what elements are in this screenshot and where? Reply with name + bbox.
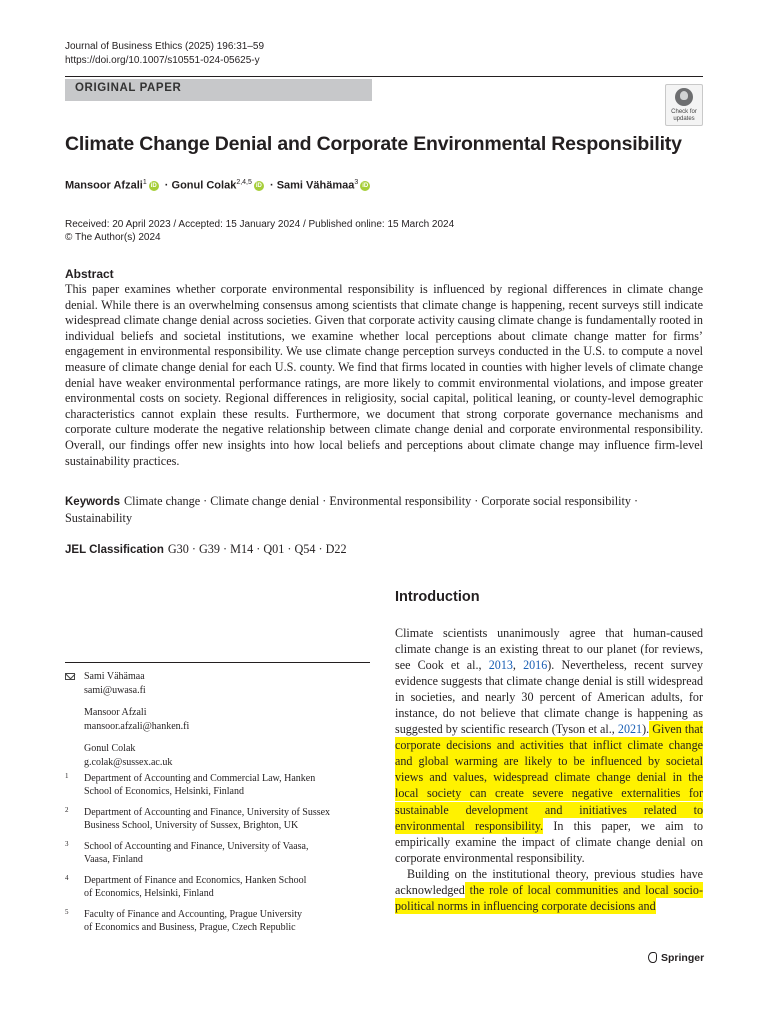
orcid-icon[interactable]: iD (255, 182, 262, 189)
contact-email[interactable]: mansoor.afzali@hanken.fi (84, 721, 190, 732)
affiliation-item (65, 908, 375, 934)
contact-name: Sami Vähämaa (84, 671, 145, 682)
affiliation-line: Vaasa, Finland (84, 854, 143, 865)
intro-text: In this paper, we aim to empirically examine the impact of climate change denial on corporate environmental responsibility. (395, 818, 703, 865)
header-rule (65, 76, 703, 77)
publisher-name: Springer (661, 952, 705, 964)
author-affil-sup: 2,4,5 (236, 179, 252, 186)
author-separator: · (164, 179, 169, 192)
journal-info (65, 40, 264, 68)
intro-text: ). (642, 722, 650, 737)
affiliation-line: of Economics, Helsinki, Finland (84, 888, 214, 899)
copyright-line: © The Author(s) 2024 (65, 232, 161, 243)
publisher-logo (648, 952, 704, 964)
author-affil-sup: 1 (142, 179, 147, 186)
doi-link[interactable]: https://doi.org/10.1007/s10551-024-05625-y (65, 55, 260, 66)
jel-classification (65, 542, 347, 557)
author-list (65, 179, 373, 192)
affiliation-line: Department of Finance and Economics, Hanken School (84, 875, 307, 886)
introduction-heading: Introduction (395, 589, 480, 605)
author-name[interactable]: Mansoor Afzali (65, 179, 143, 192)
affiliation-line: School of Accounting and Finance, University of Vaasa, (84, 841, 309, 852)
check-updates-line2: updates (673, 116, 695, 122)
author-affil-sup: 3 (354, 179, 359, 186)
abstract-text: This paper examines whether corporate environmental responsibility is influenced by regional differences in climate change denial. While there is an overwhelming consensus among scientists that climate change is happening, recent surveys still indicate widespread climate change denial across societies. Given that corporate activity causing climate change is fundamentally rooted in individual beliefs and societal institutions, we examine whether local perceptions about climate change matter for firms’ engagement in environmental responsibility. We use climate change perception surveys conducted in the U.S. to compute a novel measure of climate change denial for each U.S. county. We find that firms located in counties with higher levels of climate change denial have weaker environmental performance ratings, are more likely to commit environmental violations, and impose greater environmental costs on society. Regional differences in religiosity, social capital, political leaning, or county-level demographic characteristics cannot explain these results. Furthermore, we document that strong corporate governance mechanisms and corporate culture moderate the negative relationship between climate change denial and corporate environmental responsibility. Overall, our findings offer new insights into how local beliefs and perceptions about climate change may influence firm-level sustainability practices. (65, 282, 703, 468)
jel-label: JEL Classification (65, 544, 164, 556)
corresponding-contacts (65, 670, 375, 778)
affiliation-number: 2 (65, 806, 69, 814)
orcid-icon[interactable]: iD (362, 182, 369, 189)
intro-text: ). Nevertheless, recent survey evidence suggests that climate change denial is still widespread in societies, and nearly 30 percent of American adults, for instance, do not believe that climate change is happening as suggested by scientific research (Tyson et al., (395, 658, 704, 737)
affiliation-line: of Economics and Business, Prague, Czech Republic (84, 922, 296, 933)
envelope-icon (65, 673, 75, 680)
highlighted-text[interactable]: the role of local communities and local socio-political norms in influencing corporate decisions and (395, 882, 703, 913)
date-history: Received: 20 April 2023 / Accepted: 15 January 2024 / Published online: 15 March 2024 (65, 219, 455, 230)
springer-horse-icon (648, 952, 657, 963)
publication-dates (65, 218, 454, 244)
contact-name: Mansoor Afzali (84, 707, 147, 718)
affiliation-item (65, 772, 375, 798)
affiliation-line: Business School, University of Sussex, Brighton, UK (84, 820, 299, 831)
article-type-badge (65, 79, 372, 101)
check-updates-icon (675, 88, 693, 106)
paper-title: Climate Change Denial and Corporate Environmental Responsibility (65, 133, 682, 155)
author-name[interactable]: Sami Vähämaa (276, 179, 355, 192)
intro-text: , (512, 658, 524, 673)
affiliation-line: Department of Accounting and Commercial Law, Hanken (84, 773, 316, 784)
author-separator: · (269, 179, 274, 192)
citation-link[interactable]: 2016 (523, 658, 548, 673)
affiliation-line: Faculty of Finance and Accounting, Prague University (84, 909, 303, 920)
abstract-heading: Abstract (65, 267, 114, 281)
journal-citation: Journal of Business Ethics (2025) 196:31–59 (65, 41, 265, 52)
affiliations (65, 772, 375, 942)
keywords-list: Climate change · Climate change denial · Environmental responsibility · Corporate social responsibility · Sustainability (65, 494, 639, 525)
check-for-updates-button[interactable] (665, 84, 703, 126)
contact-entry (65, 670, 375, 698)
affiliation-line: Department of Accounting and Finance, University of Sussex (84, 807, 331, 818)
affiliation-line: School of Economics, Helsinki, Finland (84, 786, 244, 797)
introduction-body (395, 625, 703, 914)
affiliation-number: 5 (65, 908, 69, 916)
author-name[interactable]: Gonul Colak (171, 179, 237, 192)
citation-link[interactable]: 2021 (617, 722, 643, 737)
keywords (65, 493, 703, 526)
contact-email[interactable]: g.colak@sussex.ac.uk (84, 757, 173, 768)
contact-name: Gonul Colak (84, 743, 136, 754)
affiliation-item (65, 874, 375, 900)
orcid-icon[interactable]: iD (150, 182, 157, 189)
affiliation-item (65, 840, 375, 866)
intro-paragraph-1 (395, 625, 703, 866)
contact-email[interactable]: sami@uwasa.fi (84, 685, 146, 696)
check-updates-line1: Check for (671, 109, 697, 115)
affiliation-number: 4 (65, 874, 69, 882)
keywords-label: Keywords (65, 496, 120, 508)
affiliation-number: 1 (65, 772, 69, 780)
affiliation-item (65, 806, 375, 832)
jel-codes: G30 · G39 · M14 · Q01 · Q54 · D22 (167, 542, 347, 556)
highlighted-text[interactable]: Given that corporate decisions and activities that inflict climate change and global warming are likely to be influenced by societal views and values, widespread climate change denial in the local society can create severe negative externalities for sustainable development and initiatives related to environmental responsibility. (395, 722, 703, 833)
contact-entry (65, 742, 375, 770)
citation-link[interactable]: 2013 (488, 658, 513, 673)
contact-entry (65, 706, 375, 734)
affiliation-number: 3 (65, 840, 69, 848)
intro-text: Building on the institutional theory, previous studies have acknowledged (395, 866, 703, 897)
article-type-label: ORIGINAL PAPER (75, 82, 182, 94)
footnote-rule (65, 662, 370, 663)
intro-paragraph-2 (395, 866, 703, 914)
intro-text: Climate scientists unanimously agree that human-caused climate change is an existing threat to our planet (for reviews, see Cook et al., (395, 626, 703, 673)
